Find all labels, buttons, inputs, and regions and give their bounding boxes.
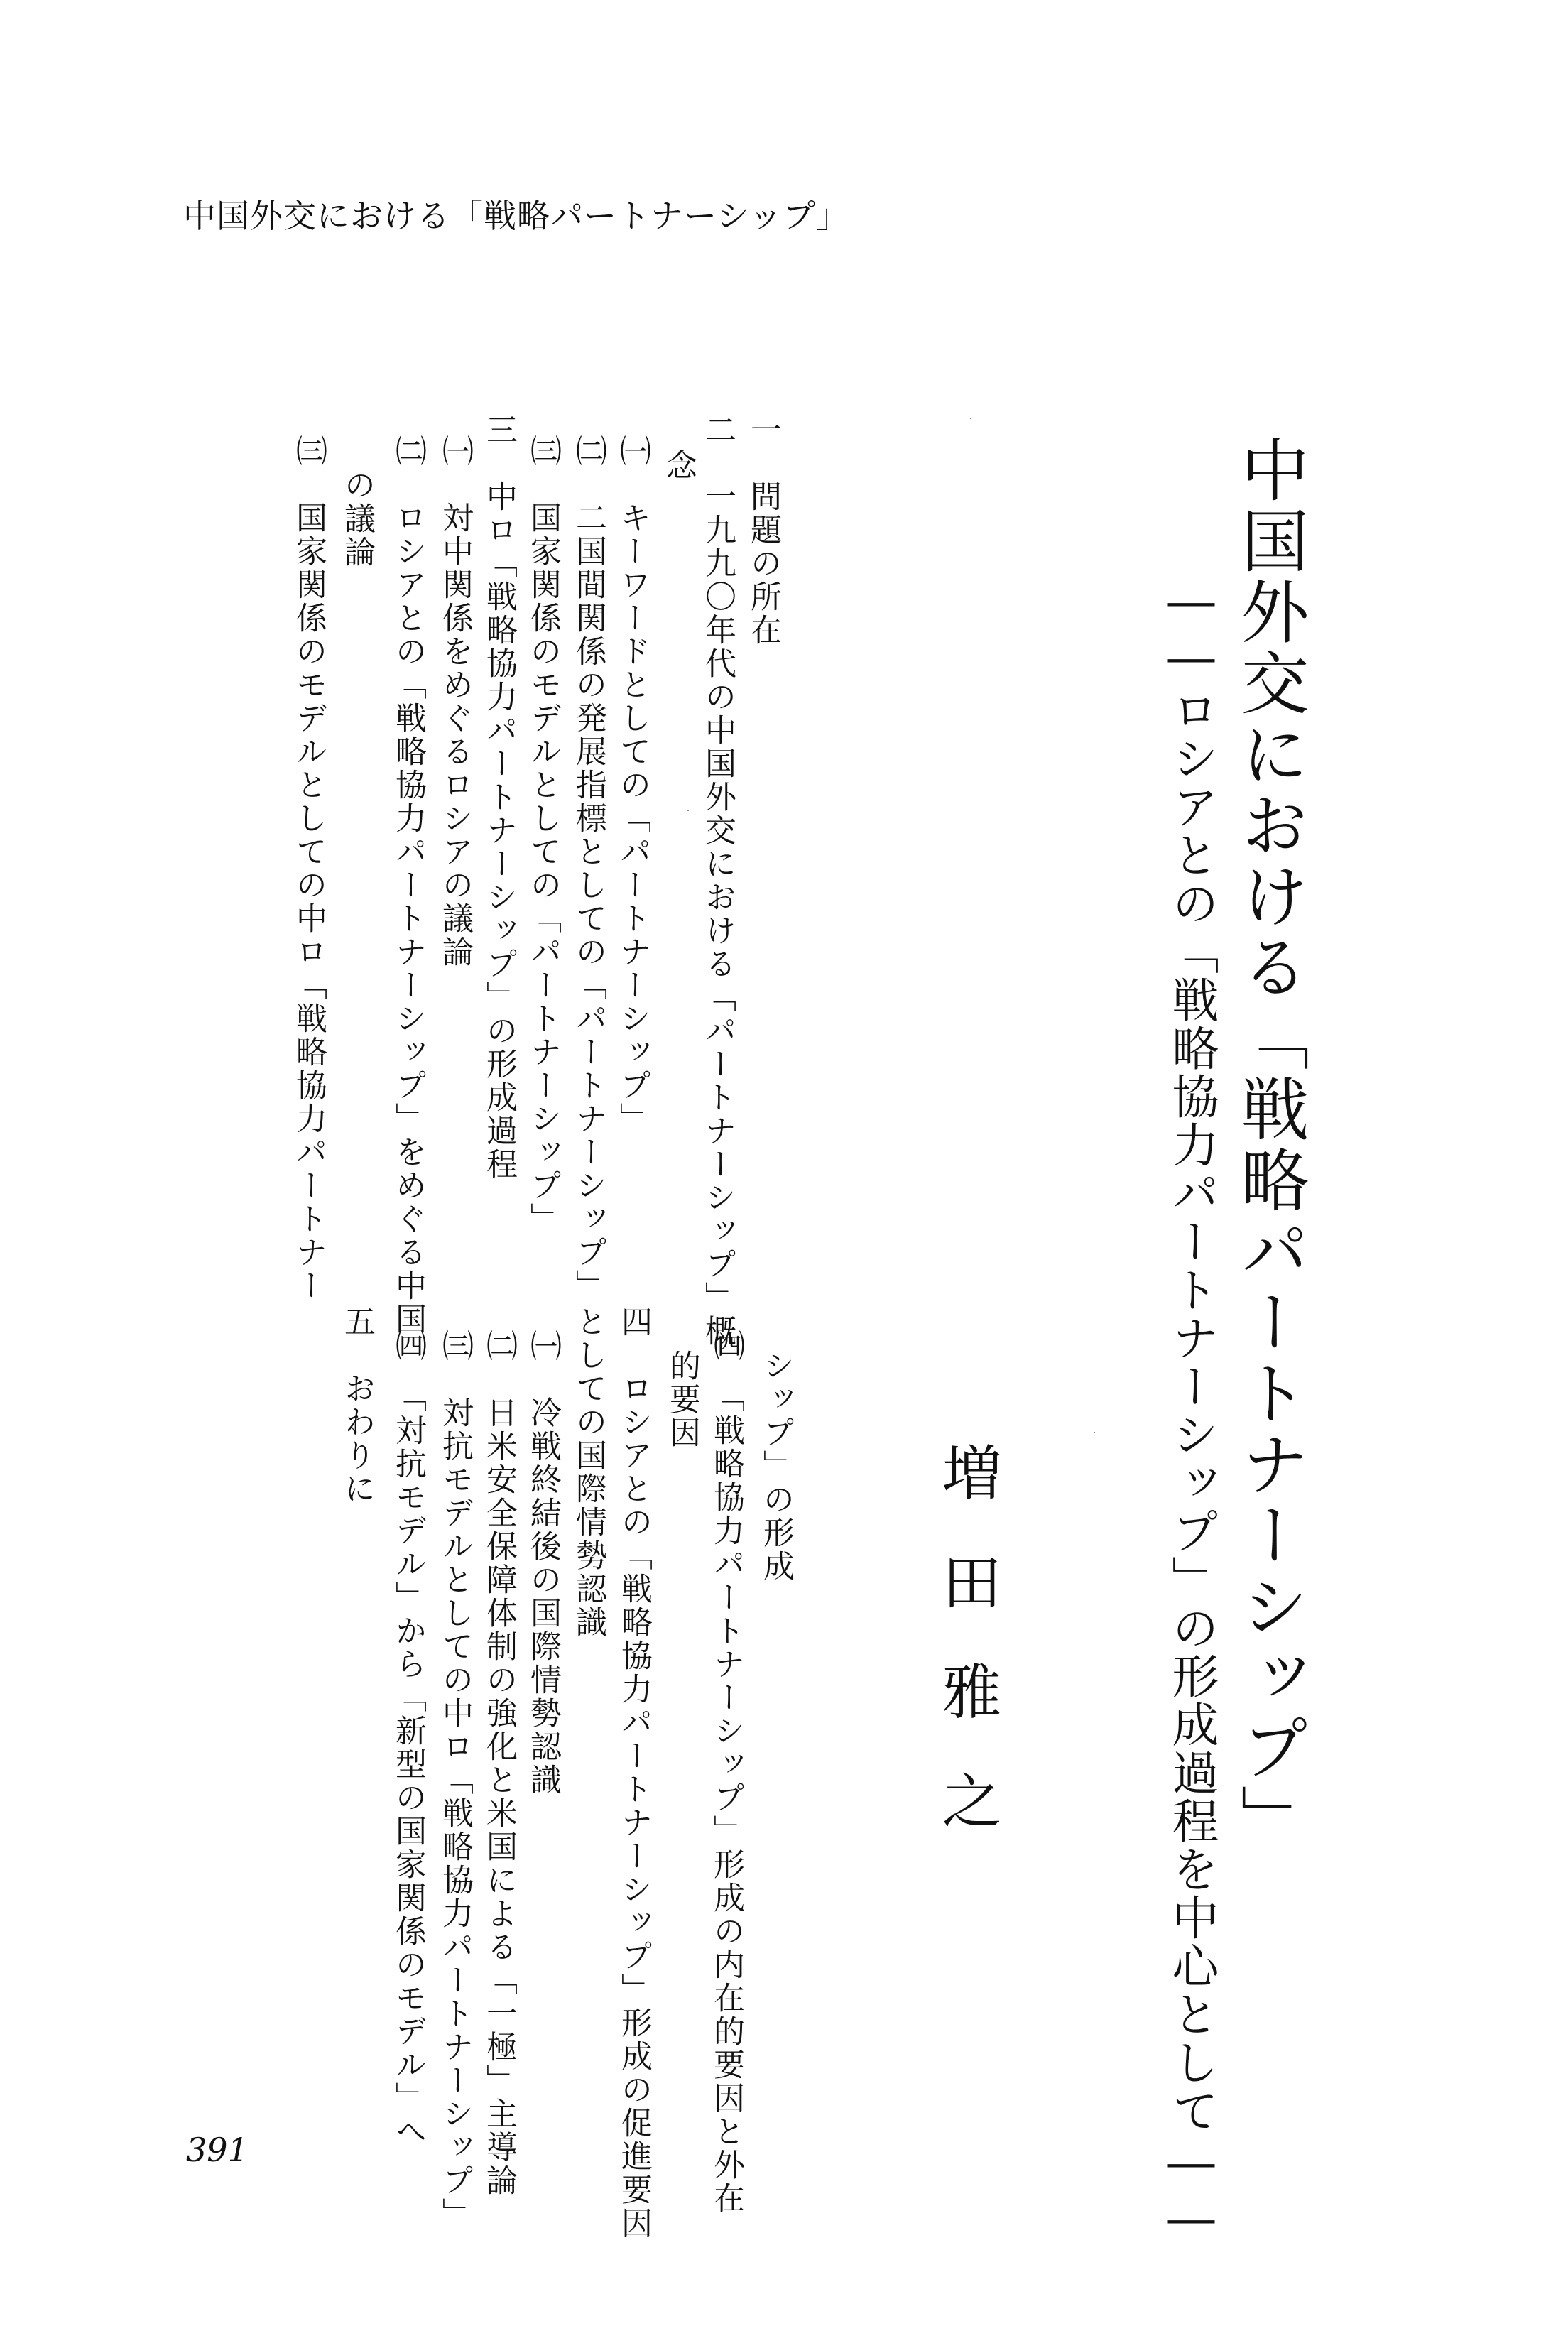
toc-entry: 的要因 <box>664 1349 700 1450</box>
toc-entry: ㈡ 二国間関係の発展指標としての「パートナーシップ」 <box>570 435 606 1303</box>
toc-entry: ㈡ ロシアとの「戦略協力パートナーシップ」をめぐる中国 <box>390 435 426 1336</box>
toc-entry: としての国際情勢認識 <box>570 1305 606 1639</box>
toc-entry: 二 一九九〇年代の中国外交における「パートナーシップ」概 <box>699 413 736 1348</box>
toc-entry: の議論 <box>339 469 375 569</box>
running-header: 中国外交における「戦略パートナーシップ」 <box>183 197 850 235</box>
toc-entry: 五 おわりに <box>339 1305 375 1506</box>
toc-entry: シップ」の形成 <box>758 1349 794 1583</box>
toc-entry: ㈣ 「戦略協力パートナーシップ」形成の内在的要因と外在 <box>708 1330 744 2215</box>
toc-entry: ㈣ 「対抗モデル」から「新型の国家関係のモデル」へ <box>390 1330 426 2148</box>
article-title: 中国外交における「戦略パートナーシップ」 <box>1230 435 1310 1855</box>
toc-entry: ㈢ 対抗モデルとしての中ロ「戦略協力パートナーシップ」 <box>437 1330 473 2231</box>
toc-entry: ㈢ 国家関係のモデルとしての中ロ「戦略協力パートナー <box>290 435 327 1303</box>
toc-entry: 念 <box>660 449 697 482</box>
toc-entry: 四 ロシアとの「戦略協力パートナーシップ」形成の促進要因 <box>616 1305 652 2240</box>
page-number: 391 <box>186 2131 249 2169</box>
toc-entry: ㈡ 日米安全保障体制の強化と米国による「一極」主導論 <box>481 1330 517 2197</box>
scan-speck <box>687 810 689 811</box>
article-subtitle: ――ロシアとの「戦略協力パートナーシップ」の形成過程を中心として―― <box>1164 574 1219 2247</box>
toc-entry: 一 問題の所在 <box>745 413 781 647</box>
scan-speck <box>1094 1432 1095 1433</box>
toc-entry: ㈠ 冷戦終結後の国際情勢認識 <box>525 1330 561 1797</box>
toc-entry: 三 中ロ「戦略協力パートナーシップ」の形成過程 <box>481 413 517 1181</box>
toc-entry: ㈠ 対中関係をめぐるロシアの議論 <box>437 435 473 969</box>
scan-speck <box>970 418 971 419</box>
toc-entry: ㈠ キーワードとしての「パートナーシップ」 <box>614 435 650 1136</box>
toc-entry: ㈢ 国家関係のモデルとしての「パートナーシップ」 <box>525 435 561 1236</box>
author-name: 増田雅之 <box>932 1442 1002 1879</box>
